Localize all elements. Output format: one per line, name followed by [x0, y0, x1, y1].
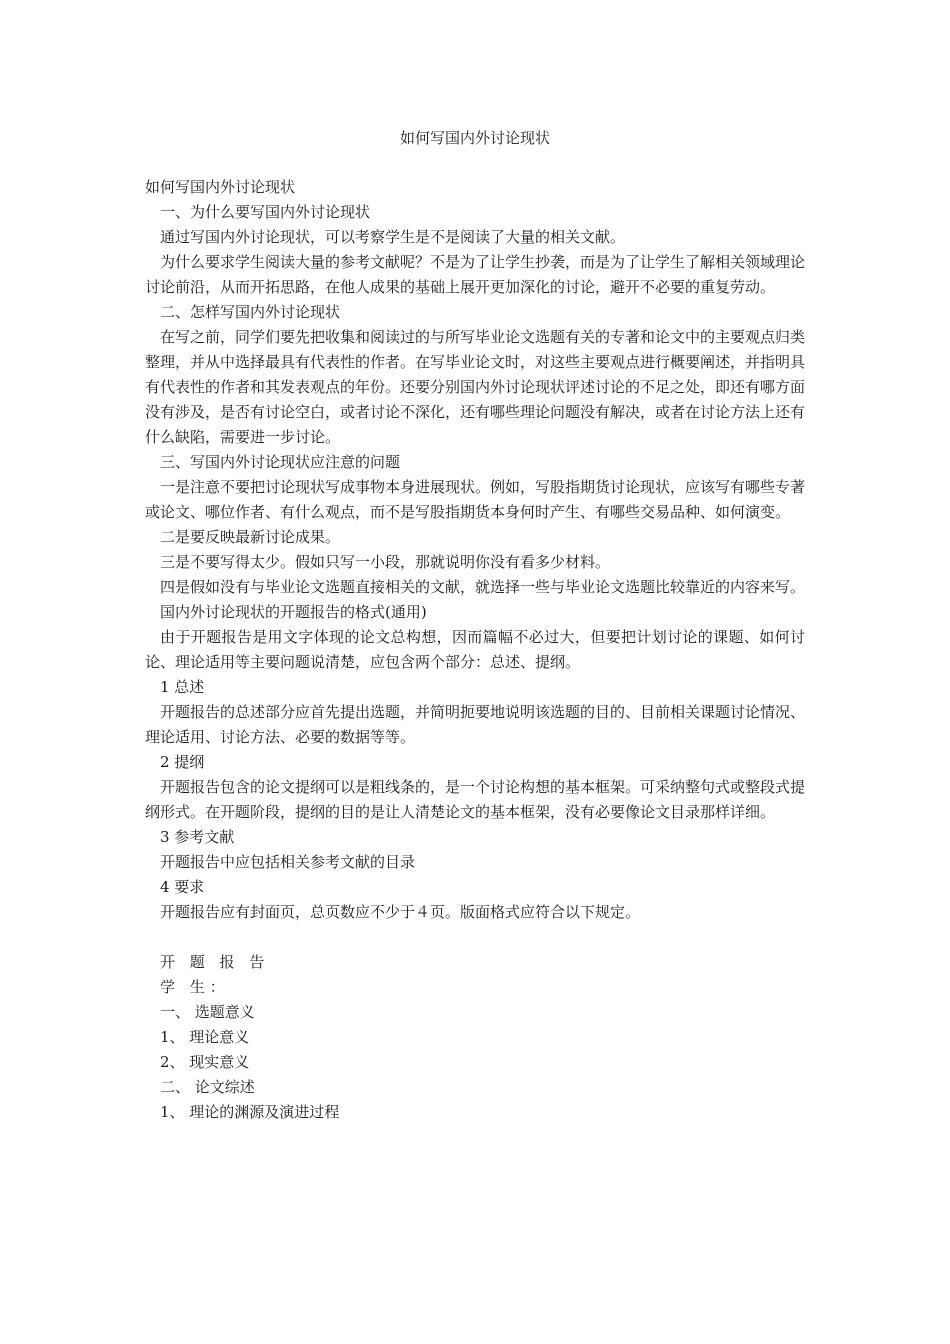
paragraph: 国内外讨论现状的开题报告的格式(通用) — [160, 603, 427, 621]
paragraph: 在写之前，同学们要先把收集和阅读过的与所写毕业论文选题有关的专著和论文中的主要观点归类整理，并从中选择最具有代表性的作者。在写毕业论文时，对这些主要观点进行概要阐述，并指明具有代表性的作者和其发表观点的年份。还要分别国内外讨论现状评述讨论的不足之处，即还有哪方面没有涉及，是否有讨论空白，或者讨论不深化，还有哪些理论问题没有解决，或者在讨论方法上还有什么缺陷，需要进一步讨论。 — [145, 328, 806, 446]
outline-item: 1、 理论意义 — [160, 1028, 250, 1046]
paragraph: 为什么要求学生阅读大量的参考文献呢？不是为了让学生抄袭，而是为了让学生了解相关领域理论讨论前沿，从而开拓思路，在他人成果的基础上展开更加深化的讨论，避开不必要的重复劳动。 — [145, 253, 806, 296]
section-heading: 一、为什么要写国内外讨论现状 — [160, 203, 371, 221]
subsection-heading: 1 总述 — [160, 678, 205, 696]
blank-line — [145, 925, 805, 950]
paragraph: 开题报告包含的论文提纲可以是粗线条的，是一个讨论构想的基本框架。可采纳整句式或整段式提纲形式。在开题阶段，提纲的目的是让人清楚论文的基本框架，没有必要像论文目录那样详细。 — [145, 778, 806, 821]
subsection-heading: 3 参考文献 — [160, 828, 235, 846]
paragraph: 开题报告的总述部分应首先提出选题，并简明扼要地说明该选题的目的、目前相关课题讨论情况、理论适用、讨论方法、必要的数据等等。 — [145, 703, 806, 746]
document-body — [145, 175, 805, 1125]
body-heading: 如何写国内外讨论现状 — [145, 178, 296, 196]
paragraph: 四是假如没有与毕业论文选题直接相关的文献，就选择一些与毕业论文选题比较靠近的内容来写。 — [160, 578, 806, 596]
outline-item: 一、 选题意义 — [160, 1003, 255, 1021]
section-heading: 三、写国内外讨论现状应注意的问题 — [160, 453, 401, 471]
outline-item: 1、 理论的渊源及演进过程 — [160, 1103, 340, 1121]
paragraph: 由于开题报告是用文字体现的论文总构想，因而篇幅不必过大，但要把计划讨论的课题、如何讨论、理论适用等主要问题说清楚，应包含两个部分：总述、提纲。 — [145, 628, 805, 671]
paragraph: 通过写国内外讨论现状，可以考察学生是不是阅读了大量的相关文献。 — [160, 228, 626, 246]
subsection-heading: 4 要求 — [160, 878, 205, 896]
outline-title: 开 题 报 告 — [160, 953, 270, 971]
outline-item: 二、 论文综述 — [160, 1078, 255, 1096]
subsection-heading: 2 提纲 — [160, 753, 205, 771]
paragraph: 开题报告中应包括相关参考文献的目录 — [160, 853, 416, 871]
outline-student: 学 生： — [160, 978, 230, 996]
paragraph: 一是注意不要把讨论现状写成事物本身进展现状。例如，写股指期货讨论现状，应该写有哪些专著或论文、哪位作者、有什么观点，而不是写股指期货本身何时产生、有哪些交易品种、如何演变。 — [145, 478, 806, 521]
paragraph: 三是不要写得太少。假如只写一小段，那就说明你没有看多少材料。 — [160, 553, 611, 571]
document-title: 如何写国内外讨论现状 — [399, 129, 550, 147]
paragraph: 开题报告应有封面页，总页数应不少于４页。版面格式应符合以下规定。 — [160, 903, 641, 921]
outline-item: 2、 现实意义 — [160, 1053, 250, 1071]
section-heading: 二、怎样写国内外讨论现状 — [160, 303, 341, 321]
paragraph: 二是要反映最新讨论成果。 — [160, 528, 341, 546]
